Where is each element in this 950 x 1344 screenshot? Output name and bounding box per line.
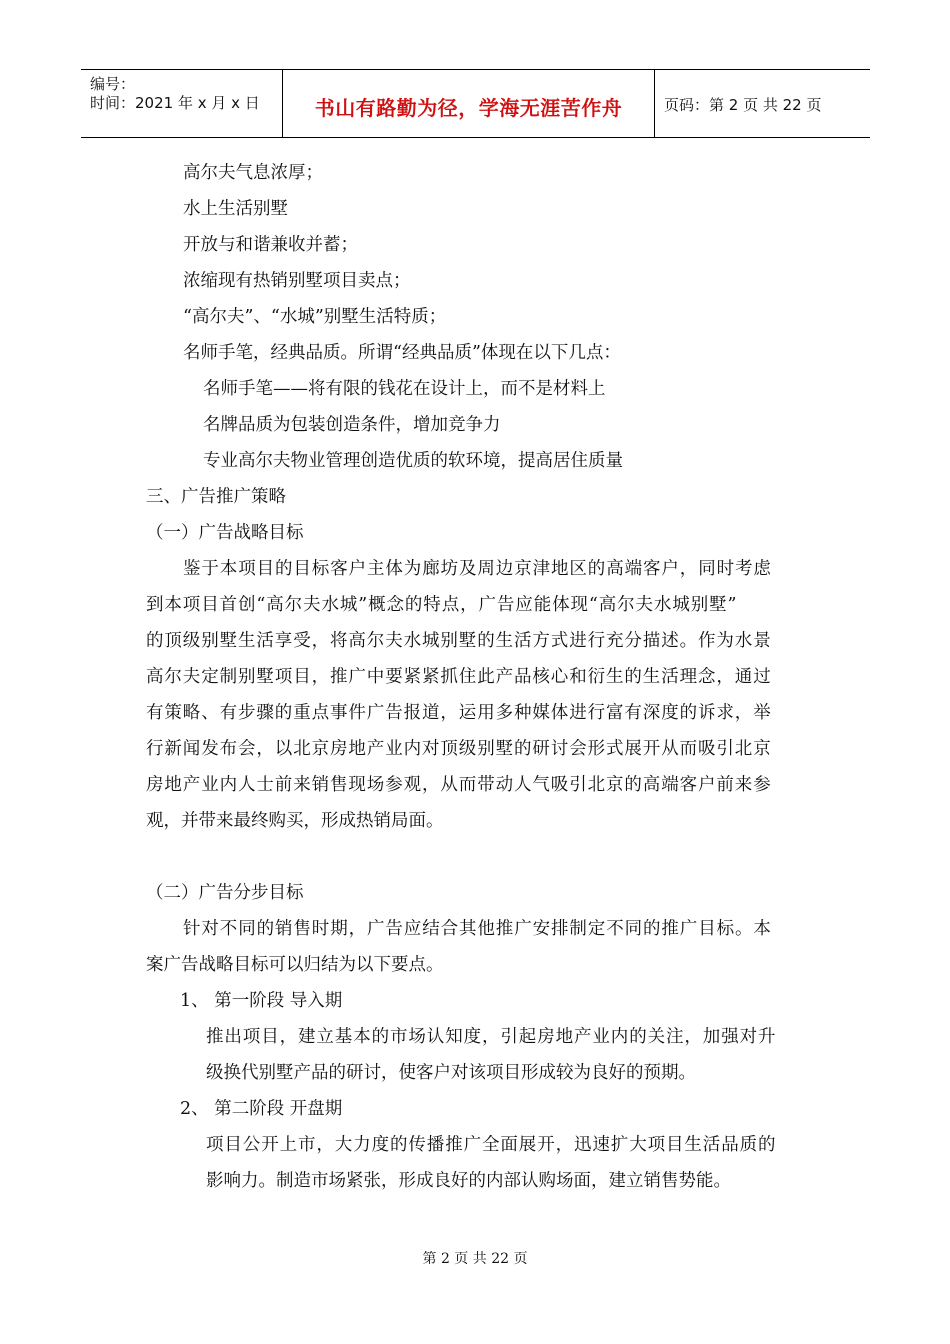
header-meta-cell [81,70,283,137]
paragraph-line: 影响力。制造市场紧张，形成良好的内部认购场面，建立销售势能。 [206,1171,731,1191]
paragraph-line: 的顶级别墅生活享受，将高尔夫水城别墅的生活方式进行充分描述。作为水景 [146,631,772,651]
body-line: 开放与和谐兼收并蓄； [183,235,358,255]
header-page-info: 页码：第 2 页 共 22 页 [664,96,822,114]
document-number-label: 编号： [90,75,136,93]
paragraph-line: 观，并带来最终购买，形成热销局面。 [146,811,444,831]
page-footer: 第 2 页 共 22 页 [422,1251,528,1267]
paragraph-line: 项目公开上市，大力度的传播推广全面展开，迅速扩大项目生活品质的 [206,1135,777,1155]
paragraph-line: 鉴于本项目的目标客户主体为廊坊及周边京津地区的高端客户，同时考虑 [183,559,772,579]
paragraph-line: 房地产业内人士前来销售现场参观，从而带动人气吸引北京的高端客户前来参 [146,775,772,795]
paragraph-line: 级换代别墅产品的研讨，使客户对该项目形成较为良好的预期。 [206,1063,696,1083]
header-page-cell [655,70,870,137]
paragraph-line: 案广告战略目标可以归结为以下要点。 [146,955,444,975]
body-line: 名师手笔，经典品质。所谓“经典品质”体现在以下几点： [183,343,621,363]
header-motto: 书山有路勤为径，学海无涯苦作舟 [314,96,623,120]
paragraph-line: 到本项目首创“高尔夫水城”概念的特点，广告应能体现“高尔夫水城别墅” [146,595,738,615]
body-line: 水上生活别墅 [183,199,288,219]
paragraph-line: 针对不同的销售时期，广告应结合其他推广安排制定不同的推广目标。本 [183,919,772,939]
body-line: 名师手笔——将有限的钱花在设计上，而不是材料上 [203,379,606,399]
stage-heading: 1、 第一阶段 导入期 [180,991,343,1011]
body-line: 名牌品质为包装创造条件，增加竞争力 [203,415,501,435]
paragraph-line: 高尔夫定制别墅项目，推广中要紧紧抓住此产品核心和衍生的生活理念，通过 [146,667,772,687]
header-motto-cell [283,70,655,137]
subsection-heading: （二）广告分步目标 [146,883,304,903]
subsection-heading: （一）广告战略目标 [146,523,304,543]
paragraph-line: 有策略、有步骤的重点事件广告报道，运用多种媒体进行富有深度的诉求，举 [146,703,772,723]
body-line: 浓缩现有热销别墅项目卖点； [183,271,411,291]
body-line: 专业高尔夫物业管理创造优质的软环境，提高居住质量 [203,451,623,471]
body-line: 高尔夫气息浓厚； [183,163,323,183]
document-date-label: 时间：2021 年 x 月 x 日 [90,94,260,112]
section-heading: 三、广告推广策略 [146,487,286,507]
paragraph-line: 推出项目，建立基本的市场认知度，引起房地产业内的关注，加强对升 [206,1027,777,1047]
paragraph-line: 行新闻发布会，以北京房地产业内对顶级别墅的研讨会形式展开从而吸引北京 [146,739,772,759]
header-table [81,69,870,138]
body-line: “高尔夫”、“水城”别墅生活特质； [183,307,447,327]
stage-heading: 2、 第二阶段 开盘期 [180,1099,343,1119]
